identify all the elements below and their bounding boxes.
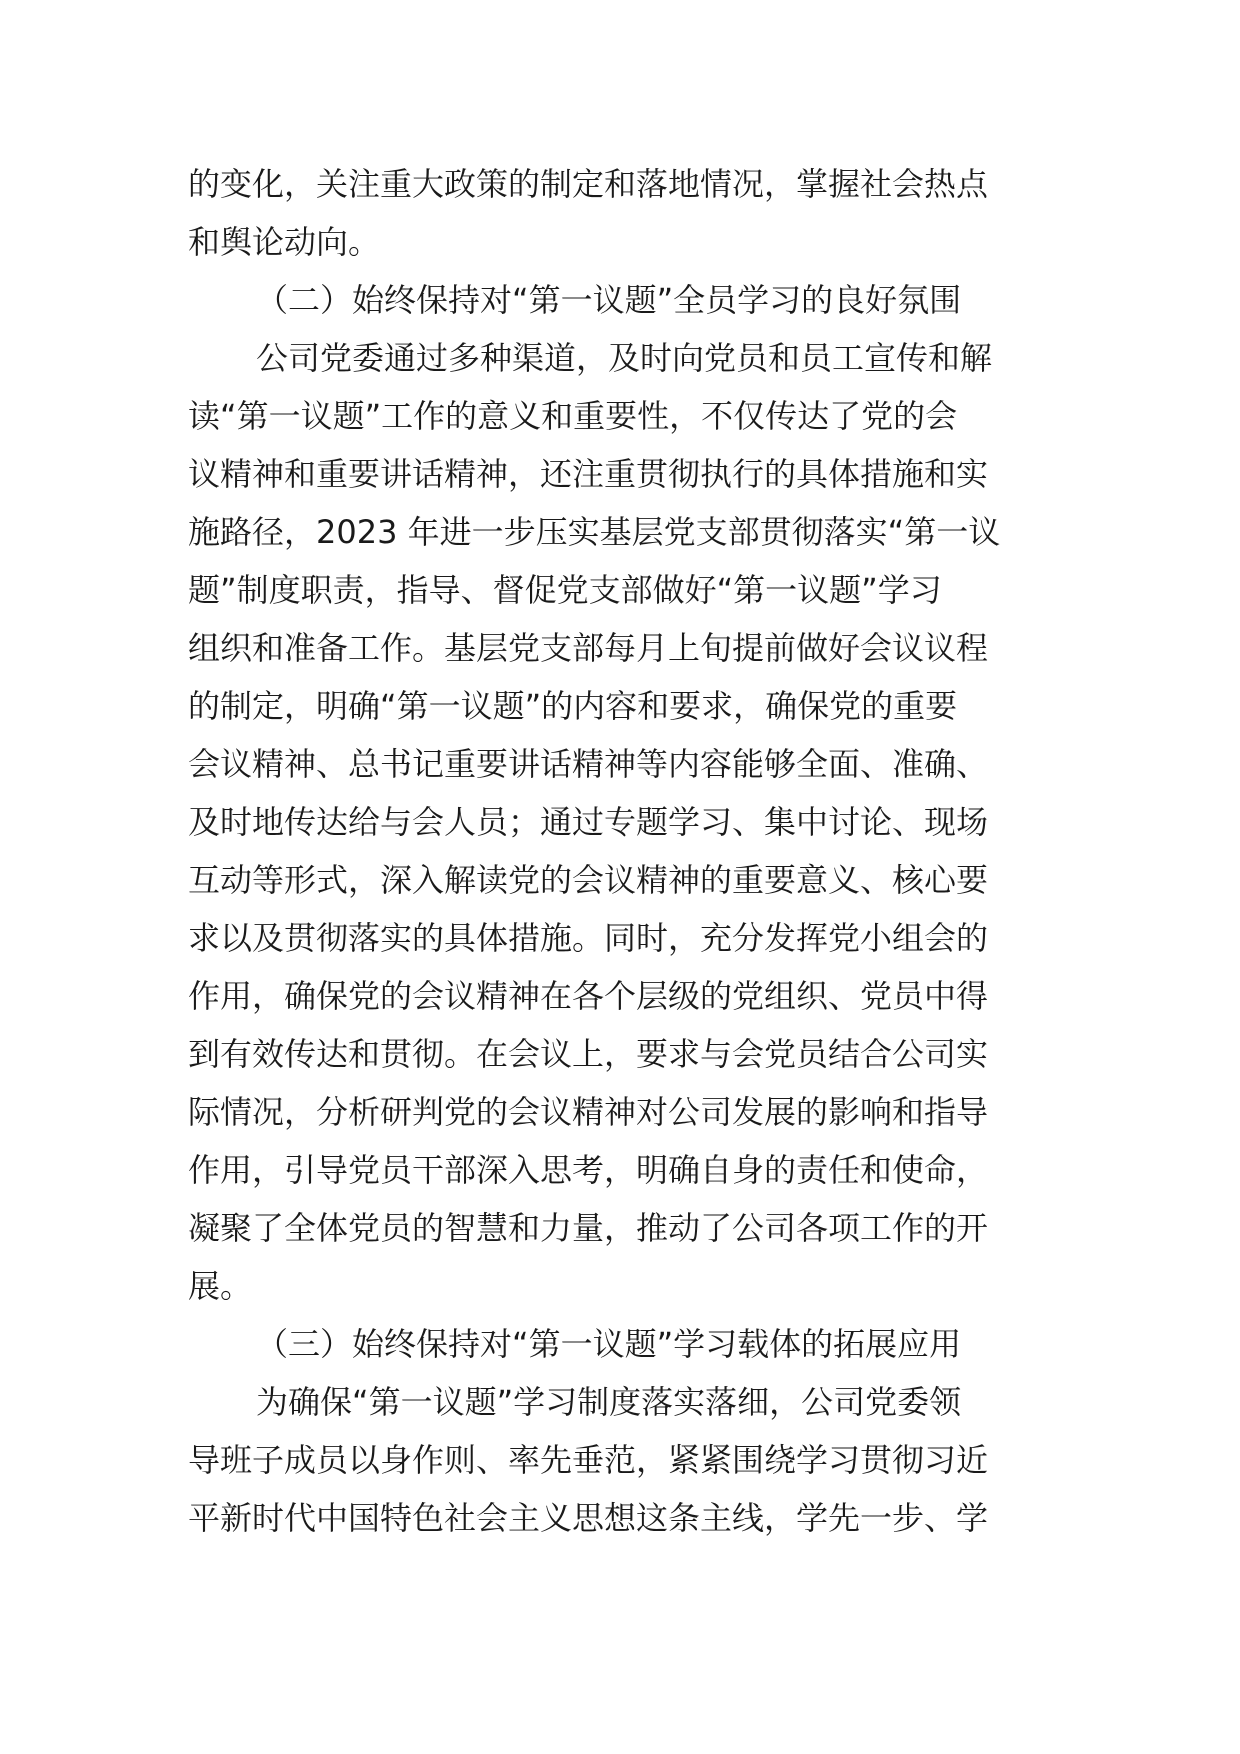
- text-line: 导班子成员以身作则、率先垂范，紧紧围绕学习贯彻习近: [188, 1441, 989, 1479]
- text-line: 作用，确保党的会议精神在各个层级的党组织、党员中得: [188, 977, 989, 1015]
- section-heading: （二）始终保持对“第一议题”全员学习的良好氛围: [256, 281, 962, 319]
- paragraph-first-line: 公司党委通过多种渠道，及时向党员和员工宣传和解: [256, 339, 993, 377]
- text-line: 到有效传达和贯彻。在会议上，要求与会党员结合公司实: [188, 1035, 989, 1073]
- text-line: 际情况，分析研判党的会议精神对公司发展的影响和指导: [188, 1093, 989, 1131]
- text-line: 的变化，关注重大政策的制定和落地情况，掌握社会热点: [188, 165, 989, 203]
- text-line: 和舆论动向。: [188, 223, 381, 261]
- text-line: 的制定，明确“第一议题”的内容和要求，确保党的重要: [188, 687, 958, 725]
- text-line: 互动等形式，深入解读党的会议精神的重要意义、核心要: [188, 861, 989, 899]
- text-line: 作用，引导党员干部深入思考，明确自身的责任和使命，: [188, 1151, 989, 1189]
- text-line: 题”制度职责，指导、督促党支部做好“第一议题”学习: [188, 571, 942, 609]
- text-line: 施路径，2023 年进一步压实基层党支部贯彻落实“第一议: [188, 513, 1001, 551]
- text-line: 平新时代中国特色社会主义思想这条主线，学先一步、学: [188, 1499, 989, 1537]
- text-line: 求以及贯彻落实的具体措施。同时，充分发挥党小组会的: [188, 919, 989, 957]
- document-body: [188, 155, 1048, 1547]
- text-line: 读“第一议题”工作的意义和重要性，不仅传达了党的会: [188, 397, 958, 435]
- text-line: 及时地传达给与会人员；通过专题学习、集中讨论、现场: [188, 803, 989, 841]
- text-line: 展。: [188, 1267, 253, 1305]
- text-line: 组织和准备工作。基层党支部每月上旬提前做好会议议程: [188, 629, 989, 667]
- paragraph-first-line: 为确保“第一议题”学习制度落实落细，公司党委领: [256, 1383, 962, 1421]
- text-line: 凝聚了全体党员的智慧和力量，推动了公司各项工作的开: [188, 1209, 989, 1247]
- text-line: 会议精神、总书记重要讲话精神等内容能够全面、准确、: [188, 745, 989, 783]
- text-line: 议精神和重要讲话精神，还注重贯彻执行的具体措施和实: [188, 455, 989, 493]
- section-heading: （三）始终保持对“第一议题”学习载体的拓展应用: [256, 1325, 962, 1363]
